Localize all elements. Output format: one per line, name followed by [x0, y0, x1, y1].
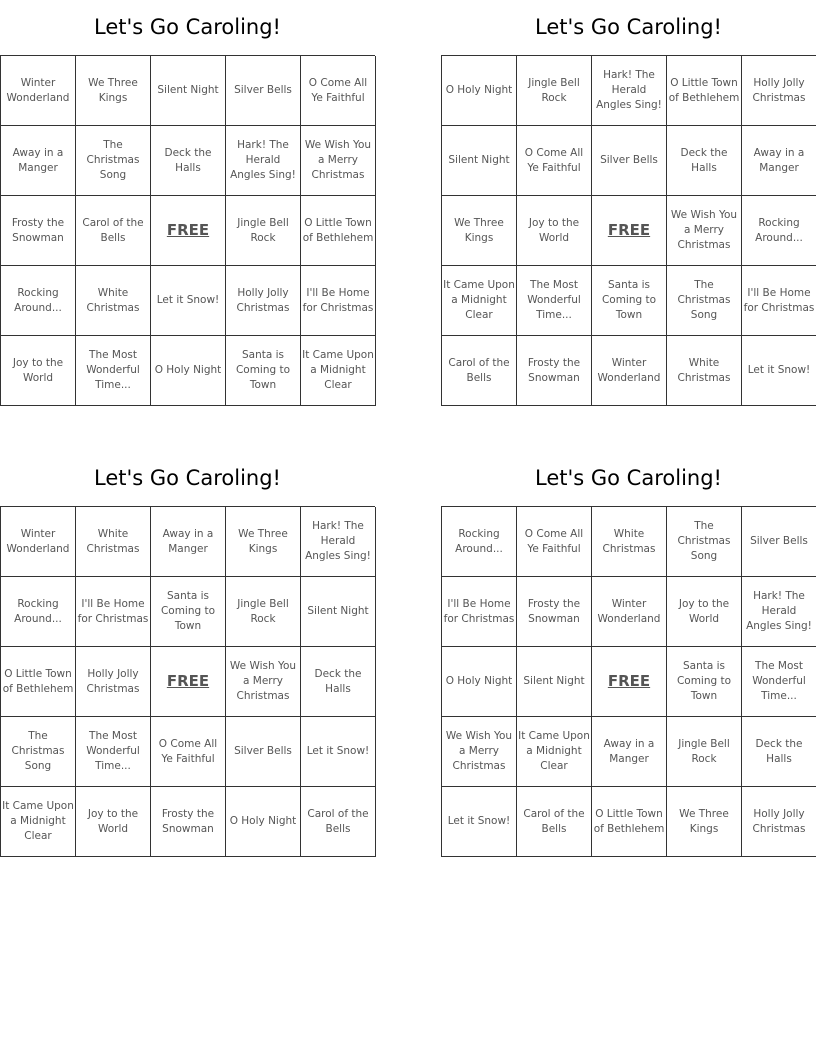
card-title: Let's Go Caroling!	[535, 15, 722, 39]
bingo-cell: The Christmas Song	[1, 717, 76, 787]
bingo-cell: Joy to the World	[517, 196, 592, 266]
bingo-cell: O Holy Night	[151, 336, 226, 406]
bingo-cell: Away in a Manger	[592, 717, 667, 787]
bingo-cell: We Wish You a Merry Christmas	[301, 126, 376, 196]
bingo-cell: White Christmas	[667, 336, 742, 406]
bingo-cell: Hark! The Herald Angles Sing!	[226, 126, 301, 196]
bingo-cell: The Most Wonderful Time...	[517, 266, 592, 336]
bingo-cell: Holly Jolly Christmas	[226, 266, 301, 336]
bingo-cell: Jingle Bell Rock	[517, 56, 592, 126]
bingo-card-2	[441, 0, 816, 406]
bingo-cell: It Came Upon a Midnight Clear	[442, 266, 517, 336]
bingo-cell: Carol of the Bells	[442, 336, 517, 406]
bingo-cell: Let it Snow!	[742, 336, 816, 406]
bingo-cell: Jingle Bell Rock	[667, 717, 742, 787]
free-space-cell: FREE	[151, 647, 226, 717]
card-title: Let's Go Caroling!	[94, 466, 281, 490]
bingo-cell: Silver Bells	[592, 126, 667, 196]
bingo-cell: The Christmas Song	[76, 126, 151, 196]
bingo-cell: Carol of the Bells	[76, 196, 151, 266]
bingo-cell: Frosty the Snowman	[517, 577, 592, 647]
bingo-card-3	[0, 451, 375, 857]
bingo-cell: O Holy Night	[226, 787, 301, 857]
bingo-cell: Carol of the Bells	[301, 787, 376, 857]
bingo-grid	[0, 506, 375, 857]
bingo-cell: Rocking Around...	[1, 577, 76, 647]
bingo-cell: Jingle Bell Rock	[226, 577, 301, 647]
bingo-cell: O Come All Ye Faithful	[151, 717, 226, 787]
bingo-cell: Santa is Coming to Town	[667, 647, 742, 717]
bingo-cell: We Three Kings	[226, 507, 301, 577]
bingo-cell: O Holy Night	[442, 647, 517, 717]
bingo-cell: The Most Wonderful Time...	[76, 336, 151, 406]
bingo-grid	[441, 506, 816, 857]
bingo-cell: We Three Kings	[442, 196, 517, 266]
bingo-cell: Santa is Coming to Town	[151, 577, 226, 647]
bingo-cell: Holly Jolly Christmas	[742, 56, 816, 126]
bingo-cell: Hark! The Herald Angles Sing!	[742, 577, 816, 647]
bingo-cell: Frosty the Snowman	[517, 336, 592, 406]
bingo-cell: The Christmas Song	[667, 507, 742, 577]
bingo-cell: The Most Wonderful Time...	[742, 647, 816, 717]
bingo-cell: O Come All Ye Faithful	[301, 56, 376, 126]
bingo-cell: White Christmas	[76, 507, 151, 577]
bingo-cell: It Came Upon a Midnight Clear	[1, 787, 76, 857]
bingo-cell: Let it Snow!	[301, 717, 376, 787]
bingo-cell: Hark! The Herald Angles Sing!	[301, 507, 376, 577]
bingo-cell: O Little Town of Bethlehem	[667, 56, 742, 126]
bingo-cell: Winter Wonderland	[1, 56, 76, 126]
card-title: Let's Go Caroling!	[535, 466, 722, 490]
bingo-cell: Deck the Halls	[667, 126, 742, 196]
bingo-cell: Let it Snow!	[442, 787, 517, 857]
bingo-cell: Deck the Halls	[742, 717, 816, 787]
bingo-cell: Holly Jolly Christmas	[742, 787, 816, 857]
bingo-cell: Winter Wonderland	[592, 577, 667, 647]
bingo-cell: Carol of the Bells	[517, 787, 592, 857]
bingo-cell: O Little Town of Bethlehem	[301, 196, 376, 266]
bingo-cell: O Little Town of Bethlehem	[1, 647, 76, 717]
bingo-cell: Deck the Halls	[151, 126, 226, 196]
bingo-cell: Joy to the World	[667, 577, 742, 647]
bingo-cell: I'll Be Home for Christmas	[442, 577, 517, 647]
bingo-cell: Let it Snow!	[151, 266, 226, 336]
free-space-cell: FREE	[151, 196, 226, 266]
bingo-card-4	[441, 451, 816, 857]
bingo-cell: Joy to the World	[76, 787, 151, 857]
bingo-cell: White Christmas	[592, 507, 667, 577]
bingo-cell: Joy to the World	[1, 336, 76, 406]
bingo-cell: We Three Kings	[76, 56, 151, 126]
bingo-cell: Silent Night	[517, 647, 592, 717]
free-space-cell: FREE	[592, 647, 667, 717]
bingo-cell: The Most Wonderful Time...	[76, 717, 151, 787]
bingo-cell: Silent Night	[301, 577, 376, 647]
bingo-cell: Silent Night	[151, 56, 226, 126]
bingo-cell: I'll Be Home for Christmas	[742, 266, 816, 336]
card-title: Let's Go Caroling!	[94, 15, 281, 39]
bingo-cell: Away in a Manger	[1, 126, 76, 196]
bingo-cell: Hark! The Herald Angles Sing!	[592, 56, 667, 126]
bingo-cell: Silent Night	[442, 126, 517, 196]
bingo-cell: Rocking Around...	[1, 266, 76, 336]
bingo-cell: I'll Be Home for Christmas	[76, 577, 151, 647]
bingo-grid	[0, 55, 375, 406]
bingo-grid	[441, 55, 816, 406]
bingo-cell: Santa is Coming to Town	[226, 336, 301, 406]
bingo-cell: It Came Upon a Midnight Clear	[301, 336, 376, 406]
free-space-cell: FREE	[592, 196, 667, 266]
bingo-cell: O Holy Night	[442, 56, 517, 126]
bingo-cell: O Little Town of Bethlehem	[592, 787, 667, 857]
bingo-cell: Frosty the Snowman	[151, 787, 226, 857]
bingo-cell: Winter Wonderland	[1, 507, 76, 577]
bingo-cell: Deck the Halls	[301, 647, 376, 717]
bingo-cell: I'll Be Home for Christmas	[301, 266, 376, 336]
bingo-cell: Santa is Coming to Town	[592, 266, 667, 336]
bingo-cell: White Christmas	[76, 266, 151, 336]
bingo-cell: O Come All Ye Faithful	[517, 126, 592, 196]
bingo-cell: Silver Bells	[226, 56, 301, 126]
bingo-cell: Silver Bells	[226, 717, 301, 787]
bingo-cell: Jingle Bell Rock	[226, 196, 301, 266]
bingo-cell: Rocking Around...	[742, 196, 816, 266]
bingo-cell: Away in a Manger	[742, 126, 816, 196]
bingo-cell: We Wish You a Merry Christmas	[442, 717, 517, 787]
bingo-cell: Away in a Manger	[151, 507, 226, 577]
bingo-cell: We Wish You a Merry Christmas	[226, 647, 301, 717]
bingo-cell: Winter Wonderland	[592, 336, 667, 406]
bingo-cell: Silver Bells	[742, 507, 816, 577]
bingo-cell: Rocking Around...	[442, 507, 517, 577]
bingo-card-1	[0, 0, 375, 406]
bingo-cell: O Come All Ye Faithful	[517, 507, 592, 577]
bingo-cell: It Came Upon a Midnight Clear	[517, 717, 592, 787]
bingo-cell: Frosty the Snowman	[1, 196, 76, 266]
bingo-cell: We Wish You a Merry Christmas	[667, 196, 742, 266]
bingo-cell: Holly Jolly Christmas	[76, 647, 151, 717]
bingo-cell: The Christmas Song	[667, 266, 742, 336]
bingo-cell: We Three Kings	[667, 787, 742, 857]
